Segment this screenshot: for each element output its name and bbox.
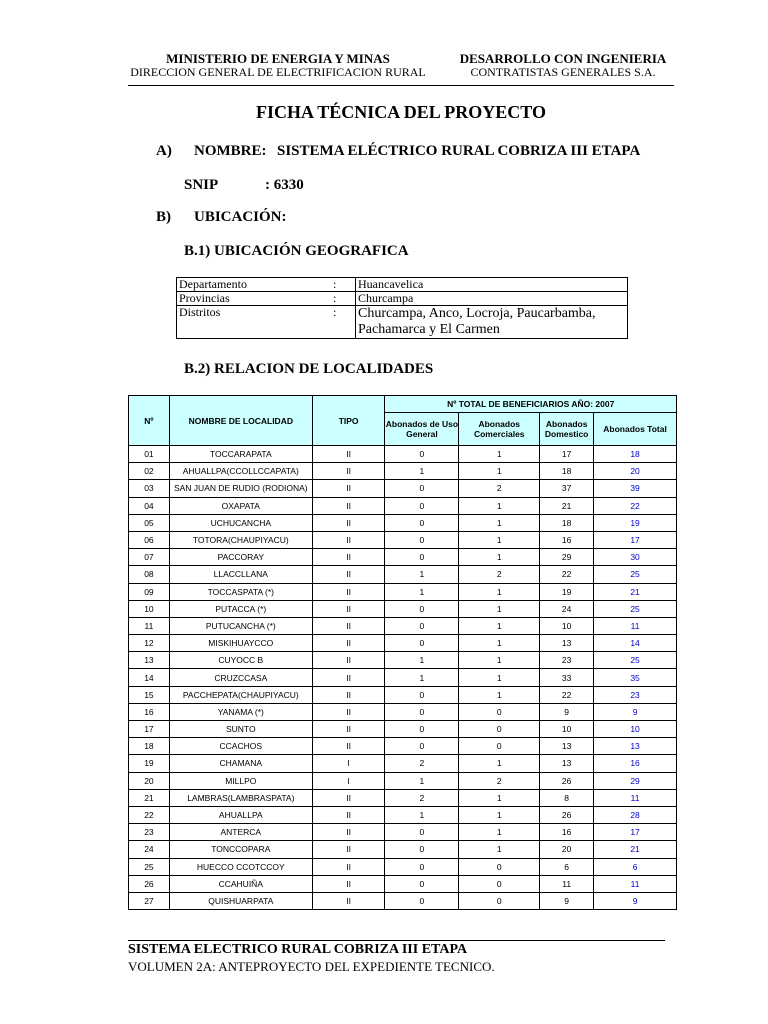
table-row	[129, 463, 677, 480]
cell-total: 9	[594, 703, 677, 720]
beneficiaries-banner: Nº TOTAL DE BENEFICIARIOS AÑO: 2007	[385, 396, 677, 413]
cell-locality: CCAHUIÑA	[169, 875, 312, 892]
cell-comerciales: 1	[459, 514, 540, 531]
cell-uso-general: 0	[385, 824, 459, 841]
cell-number: 06	[129, 531, 170, 548]
cell-tipo: II	[312, 824, 385, 841]
cell-domestico: 13	[540, 635, 594, 652]
footer-project: SISTEMA ELECTRICO RURAL COBRIZA III ETAPA	[128, 942, 468, 957]
cell-comerciales: 1	[459, 463, 540, 480]
footer-rule	[128, 940, 665, 941]
table-row	[129, 531, 677, 548]
cell-tipo: II	[312, 875, 385, 892]
cell-locality: PACCORAY	[169, 549, 312, 566]
cell-tipo: I	[312, 755, 385, 772]
cell-uso-general: 0	[385, 446, 459, 463]
table-row	[129, 583, 677, 600]
cell-tipo: II	[312, 703, 385, 720]
cell-uso-general: 0	[385, 514, 459, 531]
cell-domestico: 8	[540, 789, 594, 806]
cell-domestico: 16	[540, 531, 594, 548]
cell-locality: AHUALLPA(CCOLLCCAPATA)	[169, 463, 312, 480]
cell-tipo: II	[312, 806, 385, 823]
company-subtitle: CONTRATISTAS GENERALES S.A.	[470, 65, 656, 79]
cell-locality: AHUALLPA	[169, 806, 312, 823]
cell-domestico: 10	[540, 617, 594, 634]
cell-tipo: II	[312, 738, 385, 755]
cell-locality: CCACHOS	[169, 738, 312, 755]
cell-comerciales: 1	[459, 497, 540, 514]
location-key: Provincias	[177, 292, 332, 306]
cell-uso-general: 0	[385, 721, 459, 738]
cell-locality: LLACCLLANA	[169, 566, 312, 583]
cell-locality: PUTUCANCHA (*)	[169, 617, 312, 634]
cell-domestico: 13	[540, 738, 594, 755]
cell-comerciales: 1	[459, 446, 540, 463]
cell-locality: MISKIHUAYCCO	[169, 635, 312, 652]
cell-domestico: 10	[540, 721, 594, 738]
cell-tipo: II	[312, 858, 385, 875]
cell-tipo: II	[312, 583, 385, 600]
cell-domestico: 17	[540, 446, 594, 463]
cell-total: 29	[594, 772, 677, 789]
cell-total: 11	[594, 875, 677, 892]
project-name: SISTEMA ELÉCTRICO RURAL COBRIZA III ETAPA	[277, 143, 641, 159]
cell-locality: TONCCOPARA	[169, 841, 312, 858]
cell-comerciales: 1	[459, 686, 540, 703]
cell-comerciales: 1	[459, 531, 540, 548]
cell-uso-general: 1	[385, 806, 459, 823]
cell-total: 11	[594, 617, 677, 634]
section-b-label: UBICACIÓN:	[194, 209, 287, 225]
cell-comerciales: 0	[459, 721, 540, 738]
cell-tipo: II	[312, 514, 385, 531]
cell-number: 16	[129, 703, 170, 720]
ministry-name: MINISTERIO DE ENERGIA Y MINAS	[166, 51, 390, 66]
cell-total: 6	[594, 858, 677, 875]
col-header-total: Abonados Total	[594, 413, 677, 446]
cell-comerciales: 0	[459, 858, 540, 875]
table-row	[129, 721, 677, 738]
cell-locality: SUNTO	[169, 721, 312, 738]
cell-domestico: 21	[540, 497, 594, 514]
cell-uso-general: 0	[385, 531, 459, 548]
cell-domestico: 11	[540, 875, 594, 892]
snip-label: SNIP	[184, 177, 219, 193]
cell-uso-general: 0	[385, 841, 459, 858]
table-row	[129, 824, 677, 841]
b2-title: B.2) RELACION DE LOCALIDADES	[184, 361, 434, 377]
cell-domestico: 22	[540, 566, 594, 583]
cell-tipo: I	[312, 772, 385, 789]
cell-number: 22	[129, 806, 170, 823]
cell-uso-general: 0	[385, 892, 459, 909]
cell-domestico: 33	[540, 669, 594, 686]
cell-comerciales: 1	[459, 755, 540, 772]
cell-total: 10	[594, 721, 677, 738]
directorate-name: DIRECCION GENERAL DE ELECTRIFICACION RURAL	[130, 65, 426, 79]
location-value: Huancavelica	[356, 278, 628, 292]
table-row	[129, 841, 677, 858]
cell-total: 17	[594, 531, 677, 548]
cell-domestico: 19	[540, 583, 594, 600]
cell-uso-general: 0	[385, 497, 459, 514]
cell-uso-general: 0	[385, 600, 459, 617]
cell-tipo: II	[312, 463, 385, 480]
cell-total: 19	[594, 514, 677, 531]
cell-locality: OXAPATA	[169, 497, 312, 514]
location-row	[177, 292, 628, 306]
section-a-letter: A)	[156, 143, 172, 159]
section-a-label: NOMBRE:	[194, 143, 267, 159]
cell-comerciales: 1	[459, 841, 540, 858]
b1-title: B.1) UBICACIÓN GEOGRAFICA	[184, 243, 409, 259]
cell-number: 19	[129, 755, 170, 772]
location-row	[177, 278, 628, 292]
header-right	[448, 52, 678, 79]
cell-uso-general: 1	[385, 583, 459, 600]
table-row	[129, 703, 677, 720]
location-value: Churcampa, Anco, Locroja, Paucarbamba, Pachamarca y El Carmen	[356, 306, 628, 339]
cell-total: 25	[594, 652, 677, 669]
cell-number: 02	[129, 463, 170, 480]
cell-total: 18	[594, 446, 677, 463]
cell-comerciales: 0	[459, 738, 540, 755]
cell-domestico: 9	[540, 892, 594, 909]
cell-domestico: 26	[540, 772, 594, 789]
col-header-tipo: TIPO	[312, 396, 385, 446]
cell-total: 13	[594, 738, 677, 755]
location-key: Distritos	[177, 306, 332, 339]
cell-tipo: II	[312, 566, 385, 583]
cell-comerciales: 1	[459, 600, 540, 617]
cell-comerciales: 1	[459, 806, 540, 823]
cell-comerciales: 2	[459, 480, 540, 497]
cell-total: 16	[594, 755, 677, 772]
cell-domestico: 18	[540, 514, 594, 531]
cell-number: 09	[129, 583, 170, 600]
cell-uso-general: 0	[385, 858, 459, 875]
cell-number: 20	[129, 772, 170, 789]
cell-tipo: II	[312, 497, 385, 514]
table-row	[129, 875, 677, 892]
cell-domestico: 23	[540, 652, 594, 669]
cell-locality: ANTERCA	[169, 824, 312, 841]
cell-total: 9	[594, 892, 677, 909]
cell-comerciales: 0	[459, 892, 540, 909]
cell-domestico: 29	[540, 549, 594, 566]
cell-comerciales: 1	[459, 583, 540, 600]
table-row	[129, 600, 677, 617]
cell-tipo: II	[312, 635, 385, 652]
cell-locality: SAN JUAN DE RUDIO (RODIONA)	[169, 480, 312, 497]
table-row	[129, 892, 677, 909]
cell-comerciales: 0	[459, 875, 540, 892]
cell-uso-general: 0	[385, 703, 459, 720]
location-sep: :	[331, 306, 356, 339]
cell-locality: YANAMA (*)	[169, 703, 312, 720]
cell-tipo: II	[312, 841, 385, 858]
cell-comerciales: 0	[459, 703, 540, 720]
cell-uso-general: 0	[385, 480, 459, 497]
location-table	[176, 277, 628, 339]
cell-total: 14	[594, 635, 677, 652]
col-header-number: Nº	[129, 396, 170, 446]
table-row	[129, 497, 677, 514]
col-header-comerciales: Abonados Comerciales	[459, 413, 540, 446]
col-header-domestico: Abonados Domestico	[540, 413, 594, 446]
table-row	[129, 617, 677, 634]
footer-volume: VOLUMEN 2A: ANTEPROYECTO DEL EXPEDIENTE TECNICO.	[128, 959, 495, 974]
cell-number: 24	[129, 841, 170, 858]
cell-number: 08	[129, 566, 170, 583]
location-row	[177, 306, 628, 339]
table-row	[129, 686, 677, 703]
cell-locality: CHAMANA	[169, 755, 312, 772]
table-row	[129, 652, 677, 669]
cell-number: 03	[129, 480, 170, 497]
cell-comerciales: 1	[459, 652, 540, 669]
cell-uso-general: 2	[385, 755, 459, 772]
cell-domestico: 16	[540, 824, 594, 841]
cell-domestico: 6	[540, 858, 594, 875]
table-row	[129, 755, 677, 772]
cell-total: 21	[594, 841, 677, 858]
table-row	[129, 566, 677, 583]
cell-total: 17	[594, 824, 677, 841]
cell-number: 10	[129, 600, 170, 617]
table-row	[129, 789, 677, 806]
cell-locality: QUISHUARPATA	[169, 892, 312, 909]
cell-total: 21	[594, 583, 677, 600]
cell-tipo: II	[312, 721, 385, 738]
cell-domestico: 20	[540, 841, 594, 858]
cell-tipo: II	[312, 480, 385, 497]
header-rule	[128, 85, 674, 86]
cell-domestico: 22	[540, 686, 594, 703]
cell-comerciales: 1	[459, 617, 540, 634]
cell-tipo: II	[312, 686, 385, 703]
cell-tipo: II	[312, 446, 385, 463]
table-row	[129, 635, 677, 652]
cell-number: 27	[129, 892, 170, 909]
cell-tipo: II	[312, 789, 385, 806]
company-name: DESARROLLO CON INGENIERIA	[459, 51, 667, 66]
cell-number: 25	[129, 858, 170, 875]
table-row	[129, 738, 677, 755]
cell-domestico: 37	[540, 480, 594, 497]
table-row	[129, 669, 677, 686]
cell-uso-general: 0	[385, 617, 459, 634]
cell-number: 11	[129, 617, 170, 634]
cell-locality: TOCCASPATA (*)	[169, 583, 312, 600]
cell-total: 39	[594, 480, 677, 497]
cell-uso-general: 1	[385, 669, 459, 686]
cell-locality: UCHUCANCHA	[169, 514, 312, 531]
cell-tipo: II	[312, 600, 385, 617]
cell-comerciales: 1	[459, 669, 540, 686]
cell-number: 01	[129, 446, 170, 463]
table-row	[129, 514, 677, 531]
cell-domestico: 13	[540, 755, 594, 772]
cell-tipo: II	[312, 669, 385, 686]
cell-comerciales: 2	[459, 566, 540, 583]
cell-uso-general: 1	[385, 772, 459, 789]
cell-number: 04	[129, 497, 170, 514]
table-body	[129, 446, 677, 910]
cell-number: 07	[129, 549, 170, 566]
cell-uso-general: 0	[385, 635, 459, 652]
table-row	[129, 549, 677, 566]
page-title: FICHA TÉCNICA DEL PROYECTO	[256, 102, 546, 122]
table-header-row	[129, 396, 677, 413]
cell-total: 35	[594, 669, 677, 686]
location-value: Churcampa	[356, 292, 628, 306]
table-row	[129, 858, 677, 875]
cell-comerciales: 1	[459, 824, 540, 841]
cell-number: 17	[129, 721, 170, 738]
cell-domestico: 18	[540, 463, 594, 480]
cell-comerciales: 1	[459, 635, 540, 652]
cell-tipo: II	[312, 549, 385, 566]
cell-number: 21	[129, 789, 170, 806]
cell-domestico: 24	[540, 600, 594, 617]
cell-comerciales: 1	[459, 549, 540, 566]
cell-locality: CRUZCCASA	[169, 669, 312, 686]
cell-number: 05	[129, 514, 170, 531]
col-header-uso-general: Abonados de Uso General	[385, 413, 459, 446]
cell-locality: PACCHEPATA(CHAUPIYACU)	[169, 686, 312, 703]
cell-domestico: 26	[540, 806, 594, 823]
cell-total: 28	[594, 806, 677, 823]
cell-locality: HUECCO CCOTCCOY	[169, 858, 312, 875]
cell-uso-general: 0	[385, 875, 459, 892]
cell-total: 20	[594, 463, 677, 480]
cell-total: 25	[594, 566, 677, 583]
table-row	[129, 772, 677, 789]
table-row	[129, 446, 677, 463]
cell-uso-general: 1	[385, 566, 459, 583]
location-key: Departamento	[177, 278, 332, 292]
cell-tipo: II	[312, 652, 385, 669]
cell-locality: LAMBRAS(LAMBRASPATA)	[169, 789, 312, 806]
cell-number: 14	[129, 669, 170, 686]
cell-tipo: II	[312, 892, 385, 909]
cell-locality: MILLPO	[169, 772, 312, 789]
cell-tipo: II	[312, 531, 385, 548]
cell-domestico: 9	[540, 703, 594, 720]
cell-number: 12	[129, 635, 170, 652]
cell-locality: CUYOCC B	[169, 652, 312, 669]
cell-locality: TOCCARAPATA	[169, 446, 312, 463]
location-sep: :	[331, 278, 356, 292]
header-left	[128, 52, 428, 79]
snip-value: : 6330	[265, 177, 304, 193]
cell-uso-general: 0	[385, 549, 459, 566]
cell-number: 18	[129, 738, 170, 755]
cell-locality: TOTORA(CHAUPIYACU)	[169, 531, 312, 548]
cell-locality: PUTACCA (*)	[169, 600, 312, 617]
cell-total: 30	[594, 549, 677, 566]
cell-tipo: II	[312, 617, 385, 634]
cell-number: 13	[129, 652, 170, 669]
cell-comerciales: 1	[459, 789, 540, 806]
cell-uso-general: 0	[385, 738, 459, 755]
cell-total: 22	[594, 497, 677, 514]
cell-number: 15	[129, 686, 170, 703]
location-sep: :	[331, 292, 356, 306]
section-b-letter: B)	[156, 209, 171, 225]
cell-number: 26	[129, 875, 170, 892]
localities-table	[128, 395, 677, 910]
col-header-name: NOMBRE DE LOCALIDAD	[169, 396, 312, 446]
cell-uso-general: 0	[385, 686, 459, 703]
table-row	[129, 806, 677, 823]
cell-total: 23	[594, 686, 677, 703]
cell-comerciales: 2	[459, 772, 540, 789]
cell-uso-general: 1	[385, 463, 459, 480]
cell-number: 23	[129, 824, 170, 841]
cell-total: 25	[594, 600, 677, 617]
cell-uso-general: 2	[385, 789, 459, 806]
table-row	[129, 480, 677, 497]
cell-total: 11	[594, 789, 677, 806]
cell-uso-general: 1	[385, 652, 459, 669]
